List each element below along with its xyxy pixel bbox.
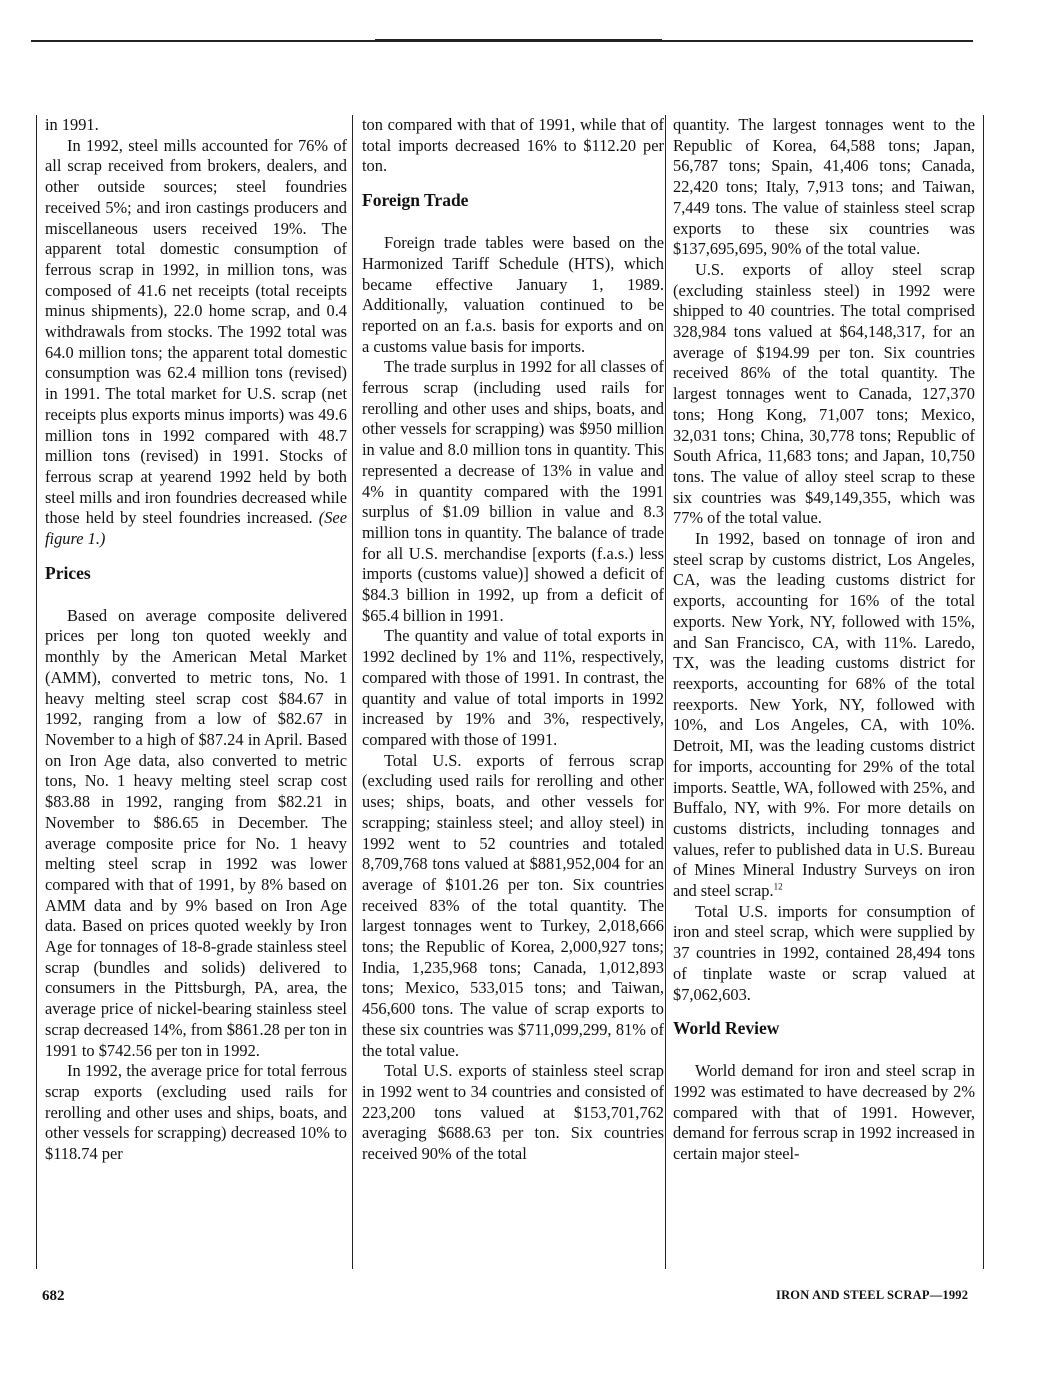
page-number: 682 xyxy=(42,1288,65,1304)
paragraph: The quantity and value of total exports in 1992 declined by 1% and 11%, respectively, compared with those of 1991. In contrast, the quantity and value of total imports in 1992 increased by 19% and 3%, respectively, compared with those of 1991. xyxy=(362,626,664,749)
paragraph: Total U.S. exports of ferrous scrap (excluding used rails for rerolling and other uses; ships, boats, and other vessels for scrapping; stainless steel; and alloy steel) in 1992 went to 52 countries and totaled 8,709,768 tons valued at $881,952,004 for an average of $101.26 per ton. Six countries received 83% of the total quantity. The largest tonnages went to Turkey, 2,018,666 tons; the Republic of Korea, 2,000,927 tons; India, 1,235,968 tons; Canada, 1,012,893 tons; Mexico, 533,015 tons; and Taiwan, 456,600 tons. The value of scrap exports to these six countries was $711,099,299, 81% of the total value. xyxy=(362,750,664,1060)
column-rule-right xyxy=(983,115,984,1269)
text-column-1 xyxy=(45,115,347,1165)
footnote-marker: 12 xyxy=(773,881,783,892)
figure-reference: (See figure 1.) xyxy=(45,508,347,549)
paragraph: ton compared with that of 1991, while that of total imports decreased 16% to $112.20 per ton. xyxy=(362,115,664,176)
paragraph: Total U.S. imports for consumption of iron and steel scrap, which were supplied by 37 countries in 1992, contained 28,494 tons of tinplate waste or scrap valued at $7,062,603. xyxy=(673,901,975,1004)
paragraph: In 1992, based on tonnage of iron and steel scrap by customs district, Los Angeles, CA, was the leading customs district for exports, accounting for 16% of the total exports. New York, NY, followed with 15%, and San Francisco, CA, with 11%. Laredo, TX, was the leading customs district for reexports, accounting for 68% of the total reexports. New York, NY, followed with 10%, and Los Angeles, CA, with 10%. Detroit, MI, was the leading customs district for imports, accounting for 29% of the total imports. Seattle, WA, followed with 25%, and Buffalo, NY, with 9%. For more details on customs districts, including tonnages and values, refer to published data in U.S. Bureau of Mines Mineral Industry Surveys on iron and steel scrap.$^{12}$ xyxy=(673,529,975,901)
paragraph: U.S. exports of alloy steel scrap (excluding stainless steel) in 1992 were shipped to 40 countries. The total comprised 328,984 tons valued at $64,148,317, for an average of $194.99 per ton. Six countries received 86% of the total quantity. The largest tonnages went to Canada, 127,370 tons; Hong Kong, 71,007 tons; Mexico, 32,031 tons; China, 30,778 tons; Republic of South Africa, 11,683 tons; and Japan, 10,750 tons. The value of alloy steel scrap to these six countries was $49,149,355, which was 77% of the total value. xyxy=(673,259,975,528)
paragraph: The trade surplus in 1992 for all classes of ferrous scrap (including used rails for rerolling and other uses and ships, boats, and other vessels for scrapping) was $950 million in value and 8.0 million tons in quantity. This represented a decrease of 13% in value and 4% in quantity compared with the 1991 surplus of $1.09 billion in value and 8.3 million tons in quantity. The balance of trade for all U.S. merchandise [exports (f.a.s.) less imports (customs value)] showed a deficit of $84.3 billion in 1992, up from a deficit of $65.4 billion in 1991. xyxy=(362,357,664,625)
column-rule-middle-1 xyxy=(352,115,353,1269)
paragraph-text: In 1992, steel mills accounted for 76% of all scrap received from brokers, dealers, and other outside sources; steel foundries received 5%; and iron castings producers and miscellaneous users received 19%. The apparent total domestic consumption of ferrous scrap in 1992, in million tons, was composed of 41.6 net receipts (total receipts minus shipments), 22.0 home scrap, and 0.4 withdrawals from stocks. The 1992 total was 64.0 million tons; the apparent total domestic consumption was 62.4 million tons (revised) in 1991. The total market for U.S. scrap (net receipts plus exports minus imports) was 49.6 million tons in 1992 compared with 48.7 million tons (revised) in 1991. Stocks of ferrous scrap at yearend 1992 held by both steel mills and iron foundries decreased while those held by steel foundries increased. xyxy=(45,135,347,528)
paragraph: quantity. The largest tonnages went to the Republic of Korea, 64,588 tons; Japan, 56,787 tons; Spain, 41,406 tons; Canada, 22,420 tons; Italy, 7,913 tons; and Taiwan, 7,449 tons. The value of stainless steel scrap exports to these six countries was $137,695,695, 90% of the total value. xyxy=(673,115,975,259)
paragraph: Based on average composite delivered prices per long ton quoted weekly and monthly by the American Metal Market (AMM), converted to metric tons, No. 1 heavy melting steel scrap cost $84.67 in 1992, ranging from a low of $82.67 in November to a high of $87.24 in April. Based on Iron Age data, also converted to metric tons, No. 1 heavy melting steel scrap cost $83.88 in 1992, ranging from $82.21 in November to $86.65 in December. The average composite price for No. 1 heavy melting steel scrap in 1992 was lower compared with that of 1991, by 8% based on AMM data and by 9% based on Iron Age data. Based on prices quoted weekly by Iron Age for tonnages of 18-8-grade stainless steel scrap (bundles and solids) delivered to consumers in the Pittsburgh, PA, area, the average price of nickel-bearing stainless steel scrap decreased 14%, from $861.28 per ton in 1991 to $742.56 per ton in 1992. xyxy=(45,605,347,1060)
column-rule-left xyxy=(36,115,37,1269)
text-column-2 xyxy=(362,115,664,1165)
column-rule-middle-2 xyxy=(665,115,666,1269)
paragraph: In 1992, the average price for total ferrous scrap exports (excluding used rails for rerolling and other uses and ships, boats, and other vessels for scrapping) decreased 10% to $118.74 per xyxy=(45,1061,347,1164)
paragraph: in 1991. xyxy=(45,115,99,134)
paragraph: Total U.S. exports of stainless steel scrap in 1992 went to 34 countries and consisted of 223,200 tons valued at $153,701,762 averaging $688.63 per ton. Six countries received 90% of the total xyxy=(362,1061,664,1164)
section-heading-foreign-trade: Foreign Trade xyxy=(362,190,469,211)
top-rule-accent xyxy=(375,39,662,42)
section-heading-world-review: World Review xyxy=(673,1018,780,1039)
section-heading-prices: Prices xyxy=(45,562,91,583)
running-footer: IRON AND STEEL SCRAP—1992 xyxy=(776,1288,969,1302)
text-column-3 xyxy=(673,115,975,1165)
paragraph xyxy=(45,136,347,550)
paragraph: Foreign trade tables were based on the Harmonized Tariff Schedule (HTS), which became effective January 1, 1989. Additionally, valuation continued to be reported on an f.a.s. basis for exports and on a customs value basis for imports. xyxy=(362,233,664,356)
paragraph: World demand for iron and steel scrap in 1992 was estimated to have decreased by 2% compared with that of 1991. However, demand for ferrous scrap in 1992 increased in certain major steel- xyxy=(673,1061,975,1164)
